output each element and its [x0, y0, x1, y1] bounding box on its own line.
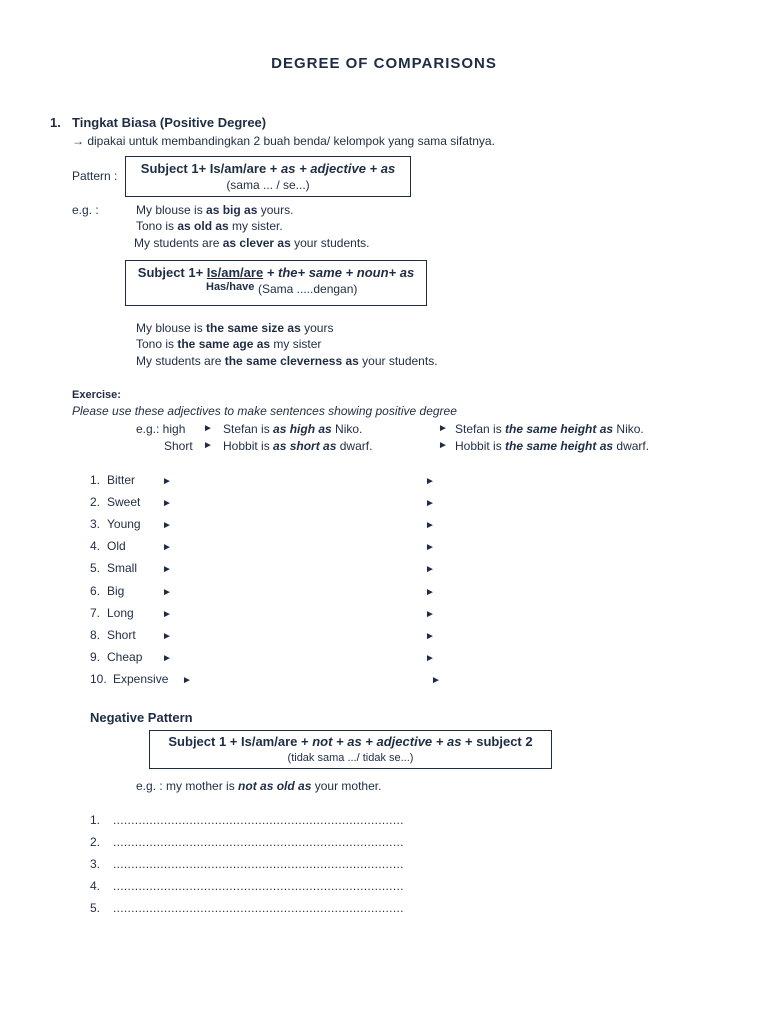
exercise-word: Big — [107, 584, 125, 598]
arrow-icon: ► — [425, 476, 435, 487]
arrow-icon: ► — [425, 520, 435, 531]
exercise-num: 7. — [90, 606, 101, 620]
arrow-icon: ► — [425, 587, 435, 598]
eg-short-sentence-b: Hobbit is the same height as dwarf. — [455, 439, 650, 453]
arrow-icon: ► — [162, 498, 172, 509]
exercise-num: 5. — [90, 561, 101, 575]
exercise-label: Exercise: — [72, 389, 121, 401]
arrow-icon: ► — [162, 542, 172, 553]
exercise-word: Short — [107, 628, 136, 642]
arrow-icon: ► — [162, 520, 172, 531]
eg-short-sentence-a: Hobbit is as short as dwarf. — [223, 439, 373, 453]
section-number: 1. — [50, 115, 61, 130]
exercise-word: Sweet — [107, 495, 141, 509]
arrow-icon: ► — [438, 440, 448, 451]
exercise-num: 9. — [90, 650, 101, 664]
pattern-box — [125, 156, 411, 197]
arrow-icon: ► — [203, 440, 213, 451]
page-title: DEGREE OF COMPARISONS — [271, 55, 497, 72]
blank-num: 1. — [90, 813, 101, 827]
example-sentence: My blouse is the same size as yours — [136, 321, 334, 335]
exercise-num: 10. — [90, 672, 107, 686]
arrow-icon: ► — [425, 653, 435, 664]
exercise-word: Expensive — [113, 672, 169, 686]
example-sentence: Tono is as old as my sister. — [136, 219, 283, 233]
eg-label: e.g. : — [72, 203, 99, 217]
answer-blank[interactable]: ................................................................................ — [113, 879, 404, 893]
exercise-word: Cheap — [107, 650, 143, 664]
example-sentence: My students are the same cleverness as your students. — [136, 354, 438, 368]
example-sentence: Tono is the same age as my sister — [136, 337, 322, 351]
arrow-icon: ► — [425, 498, 435, 509]
exercise-num: 8. — [90, 628, 101, 642]
exercise-num: 1. — [90, 473, 101, 487]
exercise-word: Young — [107, 517, 141, 531]
eg-high-label: e.g.: high — [136, 422, 186, 436]
eg-short-label: Short — [164, 439, 193, 453]
section-note: → dipakai untuk membandingkan 2 buah benda/ kelompok yang sama sifatnya. — [72, 134, 495, 148]
blank-num: 3. — [90, 857, 101, 871]
arrow-icon: ► — [162, 631, 172, 642]
exercise-word: Old — [107, 539, 126, 553]
has-have-label: Has/have — [206, 281, 255, 293]
arrow-icon: ► — [431, 675, 441, 686]
exercise-num: 6. — [90, 584, 101, 598]
example-sentence: My blouse is as big as yours. — [136, 203, 294, 217]
negative-meaning: (tidak sama .../ tidak se...) — [287, 752, 414, 764]
answer-blank[interactable]: ................................................................................ — [113, 857, 404, 871]
pattern-label: Pattern : — [72, 169, 118, 183]
answer-blank[interactable]: ................................................................................ — [113, 813, 404, 827]
exercise-num: 4. — [90, 539, 101, 553]
arrow-icon: ► — [162, 653, 172, 664]
example-sentence: My students are as clever as your students. — [134, 236, 370, 250]
exercise-word: Long — [107, 606, 134, 620]
exercise-num: 2. — [90, 495, 101, 509]
negative-heading: Negative Pattern — [90, 710, 193, 725]
blank-num: 4. — [90, 879, 101, 893]
eg-high-sentence-a: Stefan is as high as Niko. — [223, 422, 363, 436]
blank-num: 2. — [90, 835, 101, 849]
exercise-word: Small — [107, 561, 138, 575]
arrow-icon: ► — [162, 476, 172, 487]
exercise-instruction: Please use these adjectives to make sentences showing positive degree — [72, 404, 457, 418]
arrow-icon: ► — [425, 631, 435, 642]
arrow-icon: ► — [438, 423, 448, 434]
arrow-icon: ► — [162, 564, 172, 575]
arrow-icon: ► — [182, 675, 192, 686]
negative-example: e.g. : my mother is not as old as your mother. — [136, 779, 382, 793]
pattern-formula-2: Subject 1+ Is/am/are + the+ same + noun+ as — [137, 265, 415, 280]
pattern-meaning: (sama ... / se...) — [226, 178, 310, 192]
arrow-icon: ► — [425, 609, 435, 620]
arrow-icon: ► — [162, 609, 172, 620]
answer-blank[interactable]: ................................................................................ — [113, 901, 404, 915]
exercise-word: Bitter — [107, 473, 136, 487]
answer-blank[interactable]: ................................................................................ — [113, 835, 404, 849]
blank-num: 5. — [90, 901, 101, 915]
arrow-icon: ► — [425, 564, 435, 575]
pattern-box-2 — [125, 260, 427, 306]
arrow-icon: ► — [162, 587, 172, 598]
exercise-num: 3. — [90, 517, 101, 531]
section-heading: Tingkat Biasa (Positive Degree) — [72, 115, 267, 130]
eg-high-sentence-b: Stefan is the same height as Niko. — [455, 422, 644, 436]
negative-pattern-box — [149, 730, 552, 769]
negative-formula: Subject 1 + Is/am/are + not + as + adjective + as + subject 2 — [168, 734, 533, 749]
arrow-icon: ► — [425, 542, 435, 553]
arrow-icon: ► — [203, 423, 213, 434]
pattern-formula: Subject 1+ Is/am/are + as + adjective + as — [140, 161, 396, 176]
pattern-meaning-2: (Sama .....dengan) — [258, 282, 358, 296]
